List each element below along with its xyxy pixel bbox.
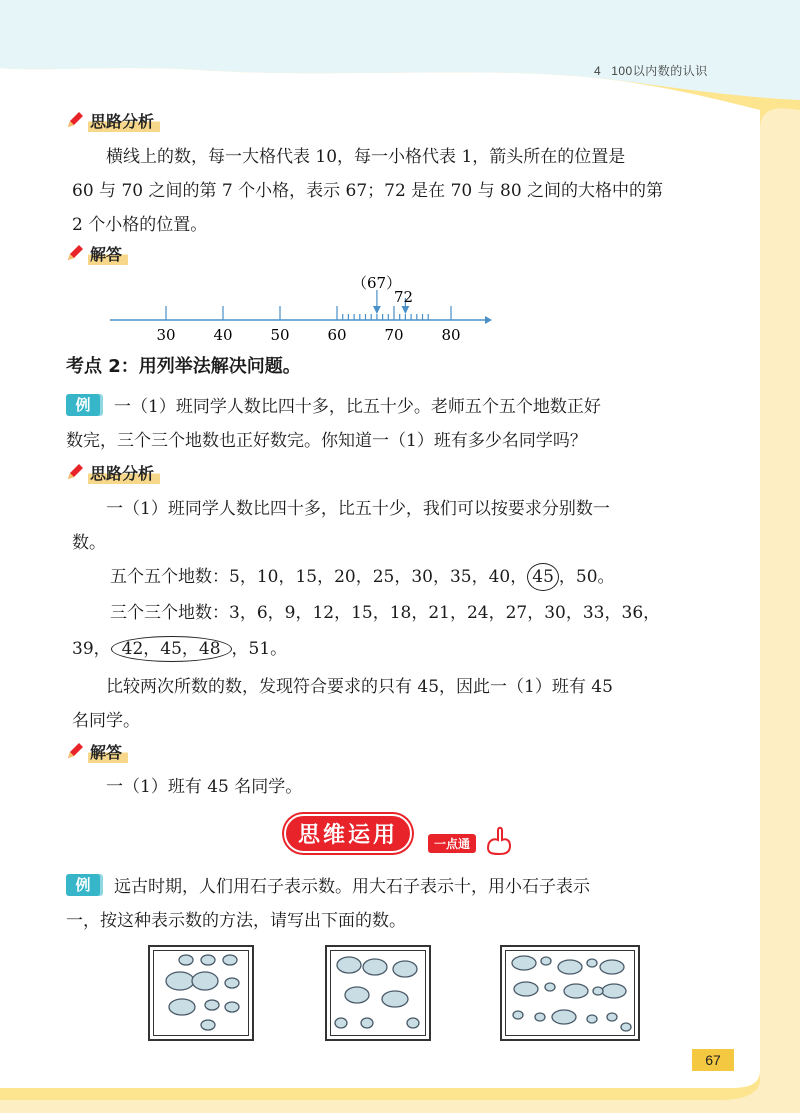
count-by-three-line-1: 三个三个地数：3，6，9，12，15，18，21，24，27，30，33，36， bbox=[110, 603, 661, 623]
compare-line-1: 比较两次所数的数，发现符合要求的只有 45，因此一（1）班有 45 bbox=[106, 677, 613, 697]
example-badge: 例 bbox=[66, 874, 100, 896]
small-stone bbox=[621, 1023, 631, 1031]
count-by-three-suffix: ，51。 bbox=[231, 639, 288, 659]
small-stone bbox=[535, 1013, 545, 1021]
small-stone bbox=[225, 1002, 239, 1012]
analysis-label: 思路分析 bbox=[88, 109, 160, 132]
big-stone bbox=[337, 957, 361, 973]
tick-label-30: 30 bbox=[156, 326, 176, 344]
answer-tag-1 bbox=[66, 242, 128, 264]
analysis-label: 思路分析 bbox=[88, 461, 160, 484]
small-stone bbox=[361, 1018, 373, 1028]
page-number: 67 bbox=[692, 1049, 734, 1071]
count-by-five-suffix: ，50。 bbox=[558, 567, 615, 587]
chapter-title: 100以内数的认识 bbox=[611, 64, 708, 78]
big-stone bbox=[552, 1010, 576, 1024]
big-stone bbox=[514, 982, 538, 996]
small-stone bbox=[513, 1011, 523, 1019]
big-stone bbox=[169, 999, 195, 1015]
small-stone bbox=[593, 987, 603, 995]
small-stone bbox=[225, 978, 239, 988]
example-1-line-1: 一（1）班同学人数比四十多，比五十少。老师五个五个地数正好 bbox=[114, 397, 601, 417]
pencil-icon bbox=[66, 111, 84, 129]
number-line-arrow bbox=[485, 316, 492, 324]
small-stone bbox=[607, 1013, 617, 1021]
tick-label-60: 60 bbox=[327, 326, 347, 344]
chapter-header bbox=[594, 62, 708, 79]
answer-label: 解答 bbox=[88, 242, 128, 265]
stones-1 bbox=[150, 947, 252, 1039]
count-by-three-prefix: 39， bbox=[72, 639, 111, 659]
answer-label: 解答 bbox=[88, 740, 128, 763]
small-stone bbox=[201, 955, 215, 965]
stone-box-2 bbox=[325, 945, 431, 1041]
big-stone bbox=[600, 960, 624, 974]
answer-2-text: 一（1）班有 45 名同学。 bbox=[106, 777, 303, 797]
analysis-1-paragraph bbox=[72, 140, 732, 174]
example-1-line-2: 数完，三个三个地数也正好数完。你知道一（1）班有多少名同学吗？ bbox=[66, 431, 587, 451]
stones-2 bbox=[327, 947, 429, 1039]
circled-45: 45 bbox=[527, 563, 559, 591]
tick-label-80: 80 bbox=[441, 326, 461, 344]
small-stone bbox=[179, 955, 193, 965]
stone-box-3 bbox=[500, 945, 640, 1041]
banner-subtitle: 一点通 bbox=[428, 834, 476, 853]
big-stone bbox=[166, 972, 194, 990]
count-by-five bbox=[110, 562, 615, 591]
tick-label-40: 40 bbox=[213, 326, 233, 344]
small-stone bbox=[587, 1015, 597, 1023]
big-stone bbox=[382, 991, 408, 1007]
tick-label-70: 70 bbox=[384, 326, 404, 344]
big-stone bbox=[512, 956, 536, 970]
example-2 bbox=[66, 870, 736, 904]
example-2-line-2: 一，按这种表示数的方法，请写出下面的数。 bbox=[66, 911, 406, 931]
big-stone bbox=[558, 960, 582, 974]
count-by-five-prefix: 五个五个地数：5，10，15，20，25，30，35，40， bbox=[110, 567, 528, 587]
tick-label-50: 50 bbox=[270, 326, 290, 344]
small-stone bbox=[201, 1020, 215, 1030]
big-stone bbox=[564, 984, 588, 998]
pencil-icon bbox=[66, 463, 84, 481]
chapter-number: 4 bbox=[594, 64, 602, 78]
thinking-banner bbox=[280, 812, 520, 858]
big-stone bbox=[345, 987, 369, 1003]
pointing-hand-icon bbox=[484, 826, 514, 856]
count-by-three-line-2 bbox=[72, 634, 287, 662]
pencil-icon bbox=[66, 244, 84, 262]
banner-title: 思维运用 bbox=[284, 814, 412, 853]
big-stone bbox=[363, 959, 387, 975]
stone-box-1 bbox=[148, 945, 254, 1041]
number-line bbox=[100, 268, 520, 348]
pencil-icon bbox=[66, 742, 84, 760]
small-stone bbox=[587, 959, 597, 967]
analysis-1-line-3: 2 个小格的位置。 bbox=[72, 215, 208, 235]
topic-2-heading: 考点 2：用列举法解决问题。 bbox=[66, 356, 301, 377]
big-stone bbox=[602, 984, 626, 998]
small-stone bbox=[541, 957, 551, 965]
small-stone bbox=[407, 1018, 419, 1028]
circled-42-45-48: 42，45，48 bbox=[111, 636, 232, 662]
marker-67-label: （67） bbox=[352, 274, 402, 292]
small-stone bbox=[545, 983, 555, 991]
example-badge: 例 bbox=[66, 394, 100, 416]
small-stone bbox=[205, 1000, 219, 1010]
analysis-2-line-2: 数。 bbox=[72, 533, 106, 553]
analysis-2-line-1: 一（1）班同学人数比四十多，比五十少，我们可以按要求分别数一 bbox=[106, 499, 610, 519]
big-stone bbox=[393, 961, 417, 977]
small-stone bbox=[335, 1018, 347, 1028]
stones-3 bbox=[502, 947, 638, 1039]
compare-line-2: 名同学。 bbox=[72, 711, 140, 731]
answer-tag-2 bbox=[66, 740, 128, 762]
example-1 bbox=[66, 390, 736, 424]
analysis-1-line-1: 横线上的数，每一大格代表 10，每一小格代表 1，箭头所在的位置是 bbox=[106, 147, 626, 167]
small-stone bbox=[223, 955, 237, 965]
example-2-line-1: 远古时期，人们用石子表示数。用大石子表示十，用小石子表示 bbox=[114, 877, 590, 897]
big-stone bbox=[192, 972, 218, 990]
analysis-tag-2 bbox=[66, 461, 160, 483]
analysis-tag-1 bbox=[66, 109, 160, 131]
marker-72-label: 72 bbox=[394, 288, 414, 306]
analysis-1-line-2: 60 与 70 之间的第 7 个小格，表示 67；72 是在 70 与 80 之间的大格中的第 bbox=[72, 181, 664, 201]
